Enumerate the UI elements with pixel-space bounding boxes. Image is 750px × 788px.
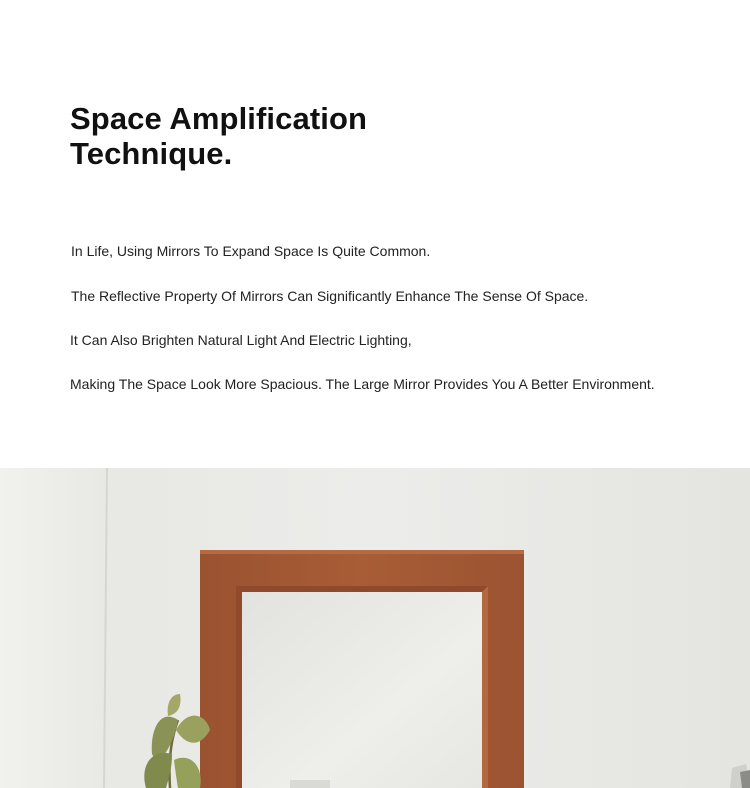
description-line: In Life, Using Mirrors To Expand Space Is Quite Common. bbox=[71, 243, 431, 259]
heading-line-2: Technique. bbox=[70, 136, 233, 171]
heading-line-1: Space Amplification bbox=[70, 101, 368, 136]
mirror-photo-illustration bbox=[0, 468, 750, 788]
description-line: It Can Also Brighten Natural Light And Electric Lighting, bbox=[70, 332, 412, 348]
product-photo bbox=[0, 468, 750, 788]
mirror-frame bbox=[200, 550, 524, 788]
description-line: Making The Space Look More Spacious. The Large Mirror Provides You A Better Environment. bbox=[70, 376, 655, 392]
description-line: The Reflective Property Of Mirrors Can Significantly Enhance The Sense Of Space. bbox=[71, 288, 589, 304]
section-heading bbox=[70, 101, 490, 171]
